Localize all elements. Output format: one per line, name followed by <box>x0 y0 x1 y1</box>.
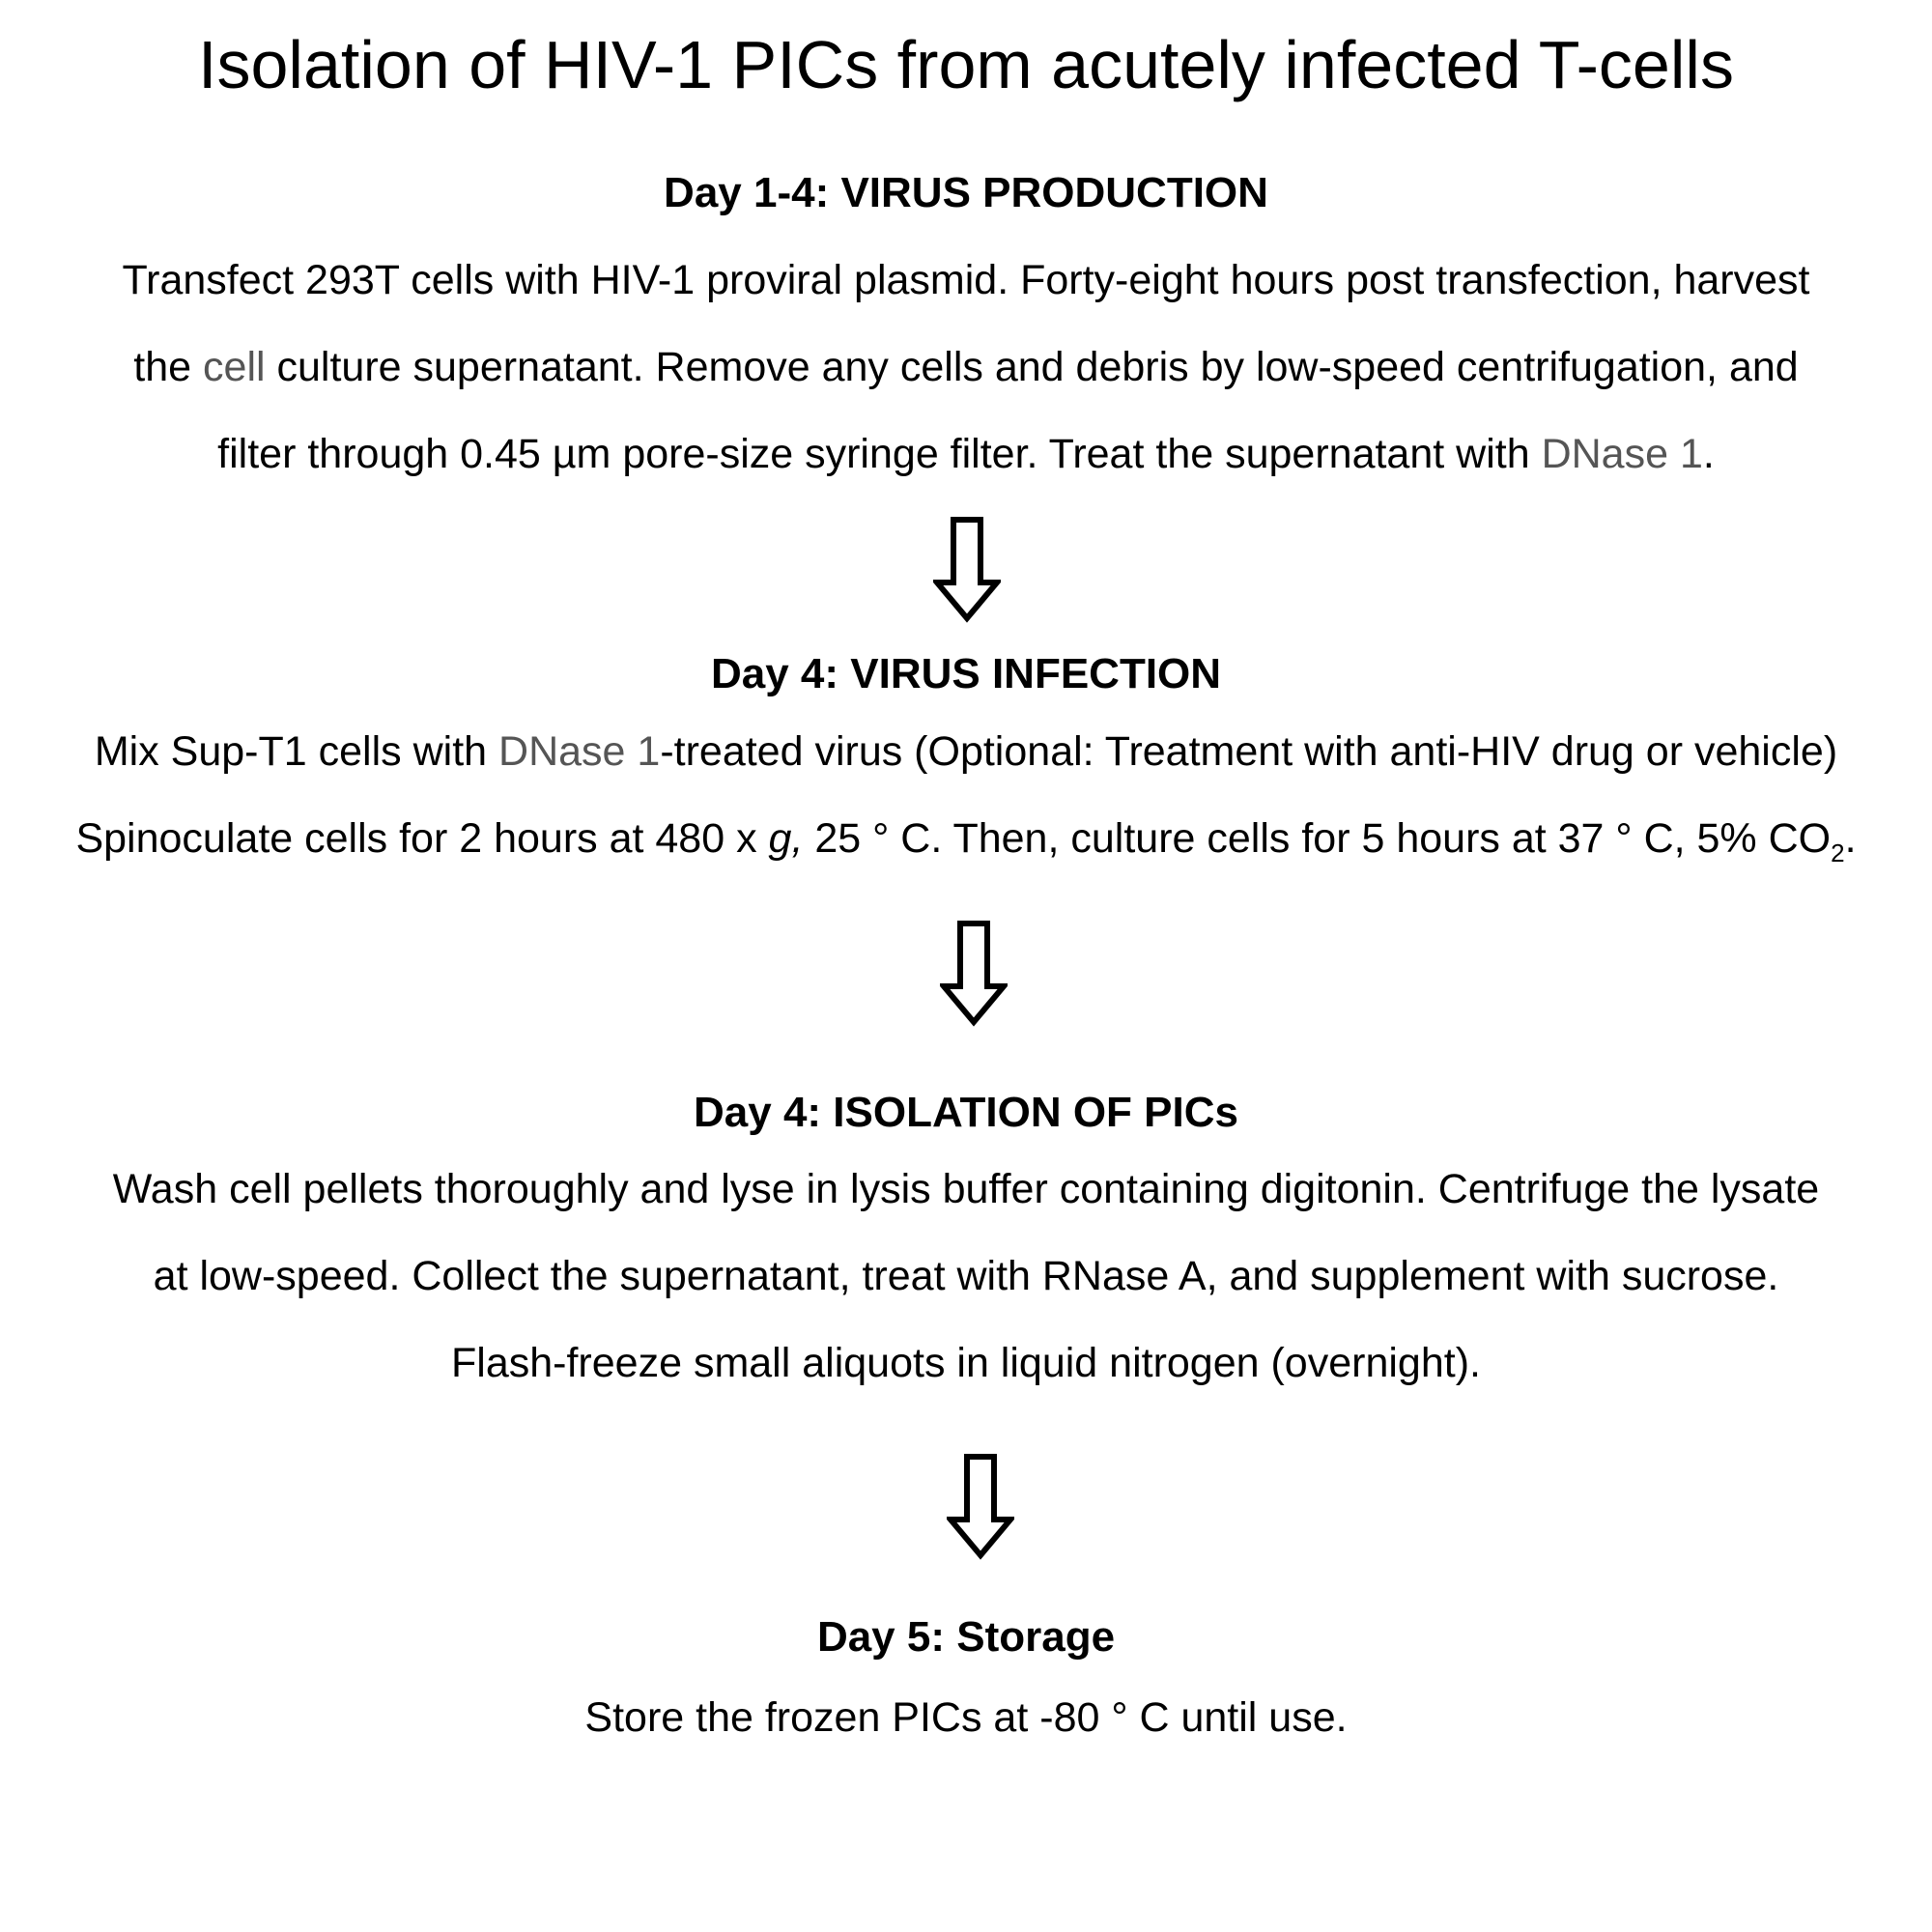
down-arrow-icon <box>940 921 1008 1027</box>
step-3-line-3: Flash-freeze small aliquots in liquid nitrogen (overnight). <box>451 1340 1481 1386</box>
page-title: Isolation of HIV-1 PICs from acutely infected T-cells <box>198 27 1734 102</box>
step-2-line-1-a: Mix Sup-T1 cells with <box>94 728 499 775</box>
step-1-line-2-a: the <box>133 344 204 390</box>
step-4-line-1: Store the frozen PICs at -80 ° C until use. <box>584 1694 1348 1741</box>
step-2-line-2-a: Spinoculate cells for 2 hours at 480 x <box>75 815 769 862</box>
step-2-line-1-b: -treated virus (Optional: Treatment with anti-HIV drug or vehicle) <box>660 728 1838 775</box>
step-2-line-2-sub: 2 <box>1831 838 1845 867</box>
step-2-line-1-gray: DNase 1 <box>498 728 661 775</box>
step-2-heading: Day 4: VIRUS INFECTION <box>710 650 1222 697</box>
step-2-line-2-c: . <box>1844 815 1857 862</box>
step-4-heading: Day 5: Storage <box>816 1613 1116 1661</box>
step-1-line-2-gray: cell <box>203 344 266 390</box>
down-arrow-icon <box>947 1454 1014 1560</box>
step-1-heading: Day 1-4: VIRUS PRODUCTION <box>664 169 1268 216</box>
step-1-line-3-b: . <box>1702 431 1715 477</box>
step-1-line-1: Transfect 293T cells with HIV-1 proviral plasmid. Forty-eight hours post transfection, harvest <box>122 257 1810 303</box>
step-3-line-2: at low-speed. Collect the supernatant, treat with RNase A, and supplement with sucrose. <box>153 1253 1779 1299</box>
step-2-line-2-italic: g, <box>768 815 804 862</box>
step-2-line-1 <box>0 724 1932 779</box>
step-2-line-2 <box>0 811 1932 866</box>
step-1-line-2-b: culture supernatant. Remove any cells and debris by low-speed centrifugation, and <box>265 344 1799 390</box>
step-1-line-2 <box>0 340 1932 394</box>
down-arrow-icon <box>933 517 1001 623</box>
step-1-line-3-a: filter through 0.45 µm pore-size syringe filter. Treat the supernatant with <box>217 431 1542 477</box>
step-2-line-2-b: 25 ° C. Then, culture cells for 5 hours at 37 ° C, 5% CO <box>803 815 1832 862</box>
step-1-line-3 <box>0 427 1932 481</box>
step-1-line-3-gray: DNase 1 <box>1541 431 1703 477</box>
step-3-heading: Day 4: ISOLATION OF PICs <box>694 1089 1238 1136</box>
step-3-line-1: Wash cell pellets thoroughly and lyse in lysis buffer containing digitonin. Centrifuge the lysate <box>112 1166 1820 1212</box>
